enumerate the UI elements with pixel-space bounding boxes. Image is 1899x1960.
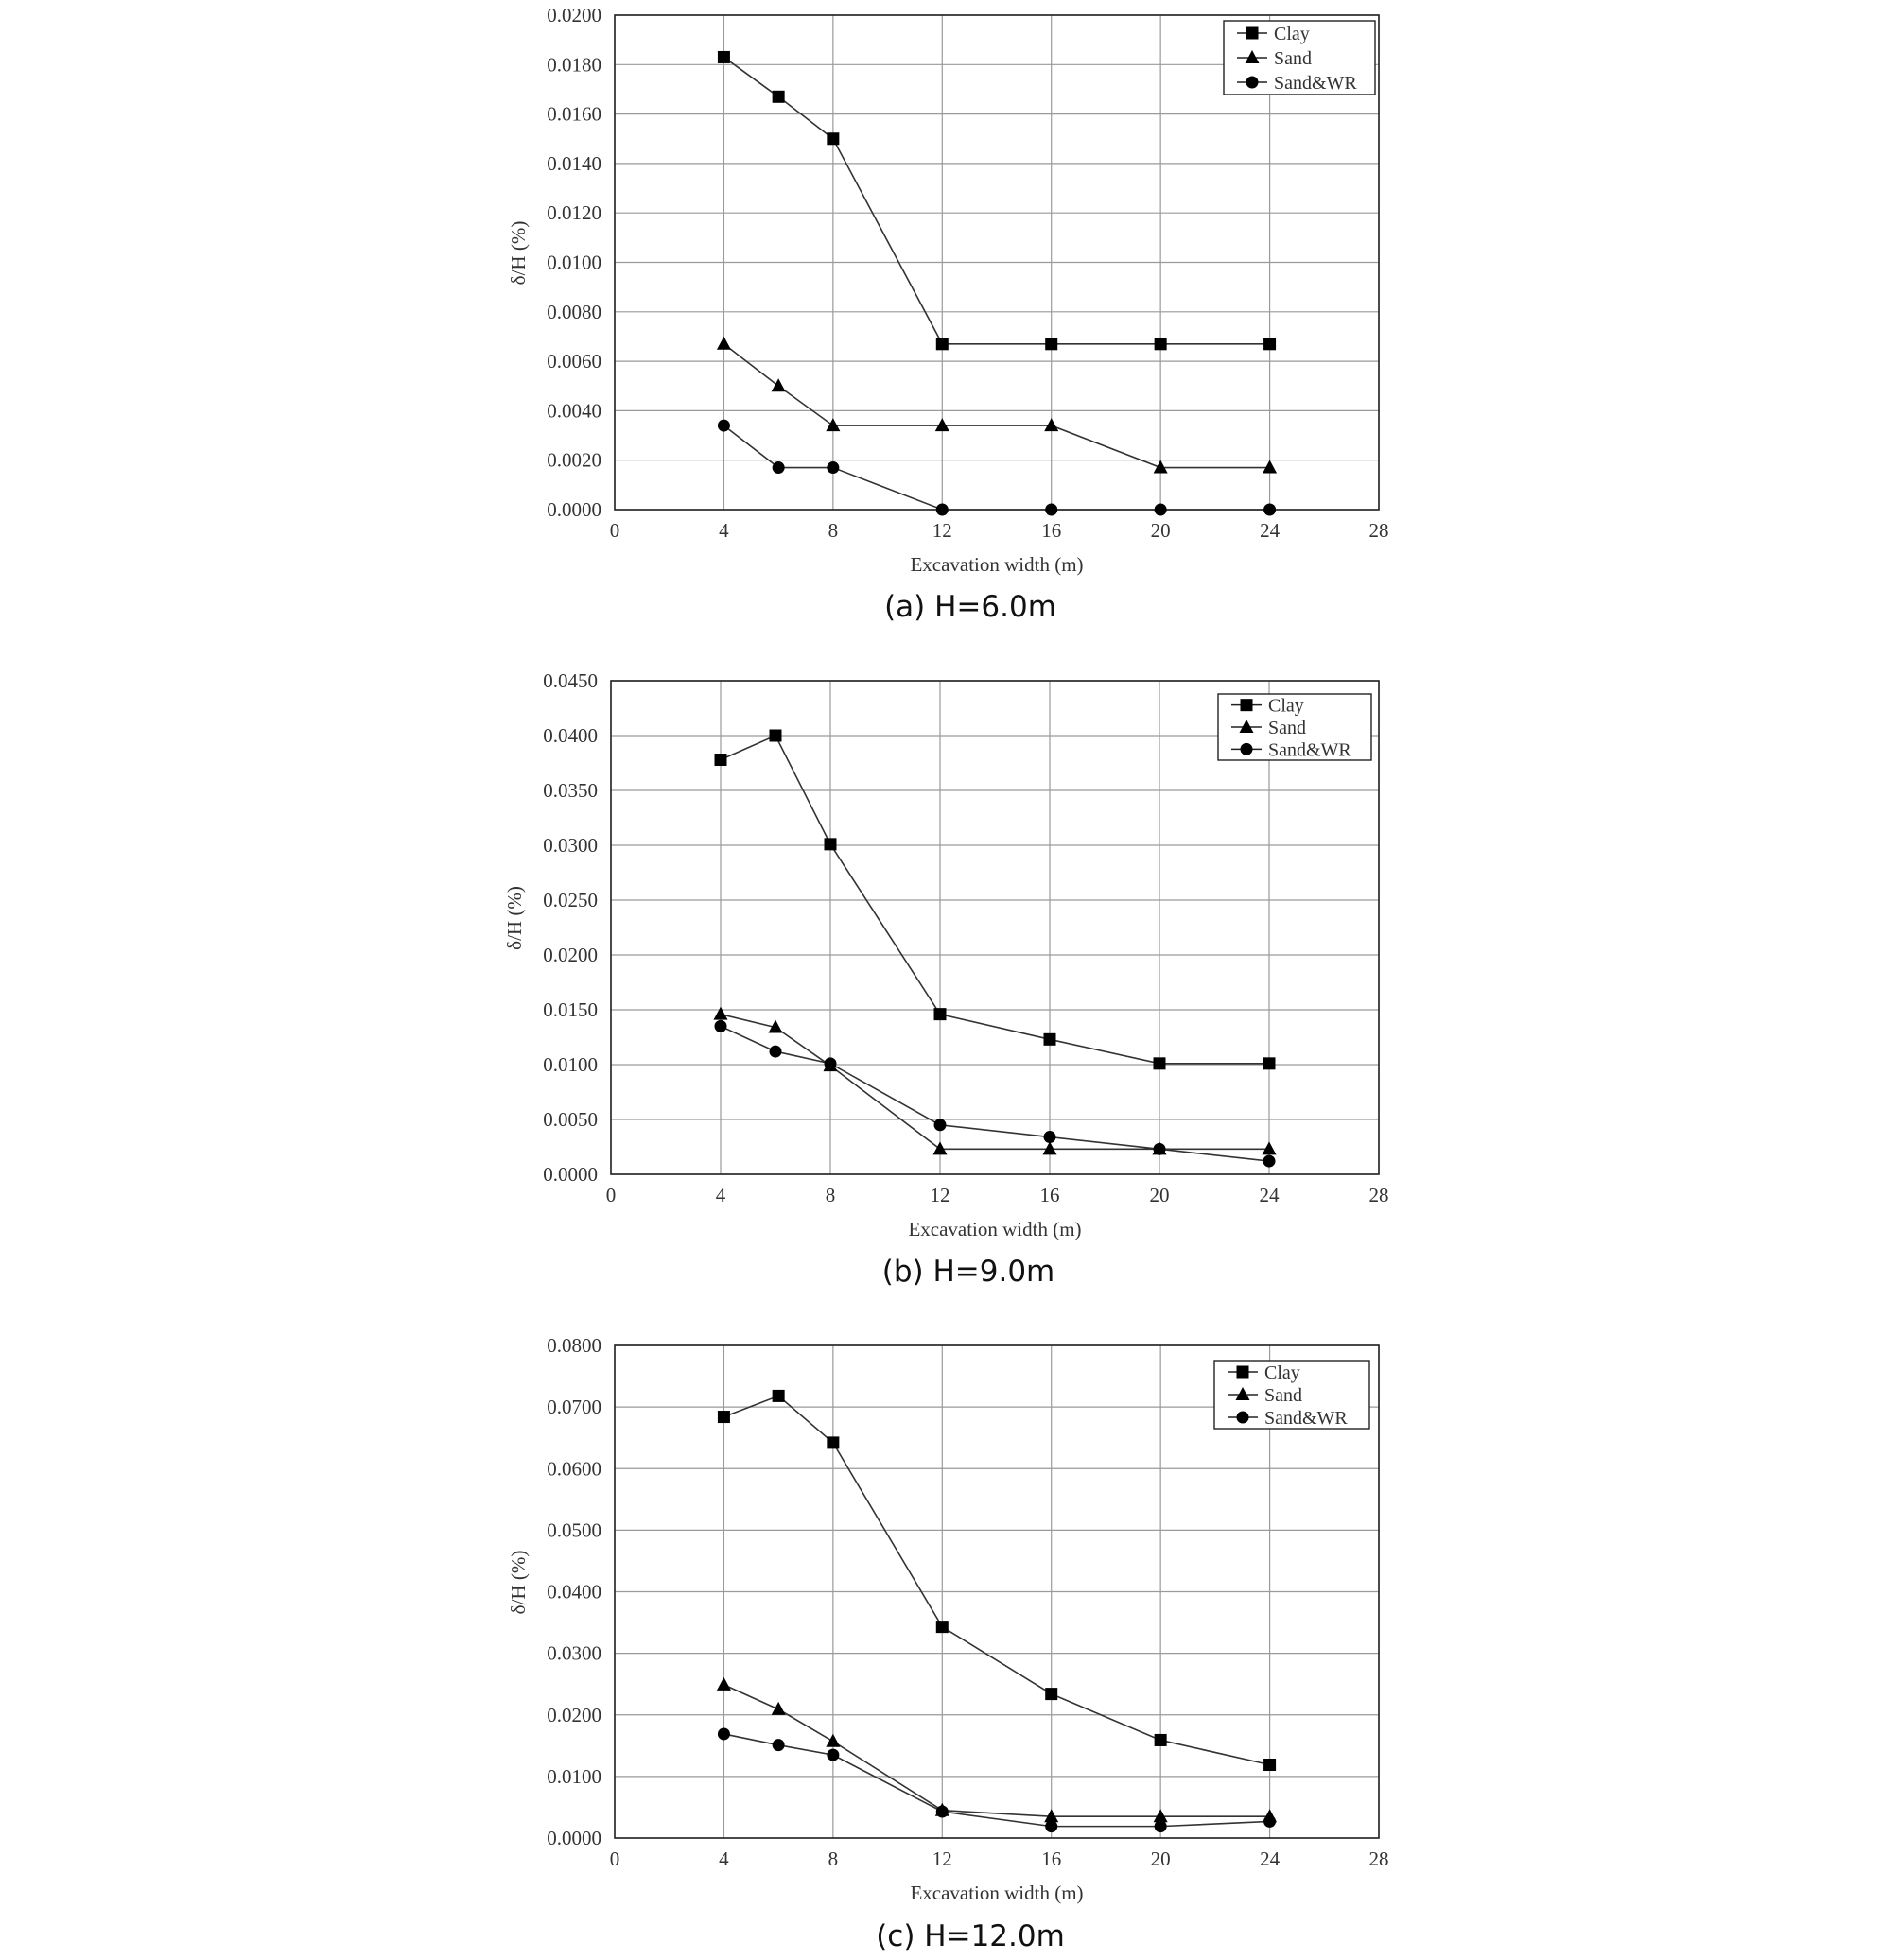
data-point-sand-wr	[1045, 504, 1057, 516]
x-tick-label: 16	[1041, 519, 1062, 542]
data-point-sand-wr	[718, 1727, 730, 1740]
x-tick-label: 0	[609, 519, 620, 542]
series-line-clay	[723, 1396, 1269, 1764]
data-point-sand-wr	[1263, 1815, 1276, 1828]
series-line-sand-wr	[723, 1734, 1269, 1827]
legend-marker	[1237, 1366, 1249, 1379]
data-point-clay	[770, 730, 782, 742]
y-tick-label: 0.0080	[547, 300, 601, 323]
x-axis-label: Excavation width (m)	[908, 1218, 1082, 1240]
data-point-sand-wr	[827, 461, 839, 474]
y-axis-label: δ/H (%)	[507, 220, 530, 286]
y-tick-label: 0.0060	[547, 350, 601, 373]
data-point-clay	[934, 1008, 947, 1020]
data-point-sand	[1154, 1809, 1168, 1822]
legend-marker	[1237, 1412, 1249, 1424]
x-tick-label: 16	[1041, 1847, 1062, 1870]
y-tick-label: 0.0450	[543, 669, 598, 692]
data-point-sand-wr	[825, 1057, 837, 1069]
x-tick-label: 8	[828, 519, 839, 542]
data-point-sand-wr	[1155, 504, 1167, 516]
legend-label: Sand&WR	[1268, 739, 1351, 761]
legend-label: Sand	[1274, 48, 1312, 69]
legend-label: Sand	[1268, 718, 1306, 738]
x-tick-label: 24	[1259, 1184, 1280, 1206]
y-tick-label: 0.0400	[543, 724, 598, 747]
legend	[1214, 1361, 1369, 1429]
data-point-sand-wr	[934, 1119, 947, 1131]
series-line-sand	[723, 344, 1269, 468]
x-tick-label: 0	[609, 1847, 620, 1870]
data-point-clay	[718, 1411, 730, 1423]
y-tick-label: 0.0200	[543, 944, 598, 966]
x-tick-label: 24	[1260, 519, 1281, 542]
data-point-sand	[1044, 418, 1058, 431]
data-point-sand-wr	[773, 461, 785, 474]
data-point-sand-wr	[1263, 504, 1276, 516]
x-axis-label: Excavation width (m)	[910, 553, 1084, 576]
legend-label: Sand&WR	[1264, 1408, 1348, 1429]
y-tick-label: 0.0000	[543, 1163, 598, 1186]
y-tick-label: 0.0800	[547, 1334, 601, 1357]
x-tick-label: 12	[930, 1184, 950, 1206]
y-tick-label: 0.0100	[547, 1764, 601, 1788]
y-axis-label: δ/H (%)	[507, 1550, 530, 1615]
data-point-sand-wr	[936, 1805, 949, 1817]
data-point-sand-wr	[718, 420, 730, 432]
data-point-sand	[826, 418, 840, 431]
figure-caption: (b) H=9.0m	[881, 1255, 1055, 1289]
chart-2	[503, 669, 1389, 1240]
data-point-sand-wr	[770, 1046, 782, 1058]
x-tick-label: 4	[719, 519, 729, 542]
x-tick-label: 8	[825, 1184, 836, 1206]
y-tick-label: 0.0000	[547, 498, 601, 521]
y-tick-label: 0.0140	[547, 151, 601, 175]
x-axis-label: Excavation width (m)	[910, 1882, 1084, 1904]
y-tick-label: 0.0100	[547, 251, 601, 274]
data-point-clay	[1263, 338, 1276, 350]
y-tick-label: 0.0150	[543, 998, 598, 1021]
series-line-sand	[721, 1015, 1269, 1150]
data-point-sand-wr	[1154, 1143, 1166, 1155]
data-point-clay	[1154, 1057, 1166, 1069]
data-point-sand-wr	[936, 504, 949, 516]
legend	[1224, 21, 1375, 95]
chart-1	[507, 4, 1389, 576]
x-tick-label: 28	[1368, 1847, 1389, 1870]
legend-label: Clay	[1264, 1362, 1300, 1383]
data-point-sand-wr	[715, 1020, 727, 1032]
figure-caption: (c) H=12.0m	[876, 1919, 1065, 1953]
data-point-clay	[827, 1436, 839, 1448]
data-point-sand	[1154, 460, 1168, 474]
data-point-sand	[717, 1677, 731, 1691]
data-point-sand	[1263, 1141, 1277, 1154]
chart-3	[507, 1334, 1389, 1904]
data-point-clay	[1045, 338, 1057, 350]
y-tick-label: 0.0250	[543, 889, 598, 911]
data-point-clay	[1155, 338, 1167, 350]
series-line-clay	[723, 57, 1269, 343]
data-point-clay	[1045, 1688, 1057, 1700]
data-point-sand	[717, 337, 731, 350]
legend-marker	[1241, 743, 1253, 755]
legend-label: Sand	[1264, 1385, 1302, 1406]
data-point-sand	[772, 378, 786, 391]
y-tick-label: 0.0180	[547, 53, 601, 77]
data-point-sand-wr	[1155, 1820, 1167, 1832]
x-tick-label: 12	[932, 1847, 952, 1870]
x-tick-label: 20	[1150, 519, 1171, 542]
x-tick-label: 4	[719, 1847, 729, 1870]
data-point-clay	[1155, 1734, 1167, 1746]
data-point-sand	[933, 1141, 948, 1154]
x-tick-label: 0	[605, 1184, 617, 1206]
y-tick-label: 0.0600	[547, 1457, 601, 1481]
y-tick-label: 0.0100	[543, 1053, 598, 1076]
data-point-sand	[772, 1702, 786, 1715]
y-tick-label: 0.0500	[547, 1518, 601, 1542]
y-tick-label: 0.0200	[547, 1703, 601, 1726]
y-tick-label: 0.0300	[547, 1641, 601, 1665]
data-point-clay	[773, 1390, 785, 1402]
y-tick-label: 0.0020	[547, 448, 601, 472]
legend-marker	[1241, 699, 1253, 711]
data-point-clay	[718, 51, 730, 63]
data-point-sand-wr	[1045, 1820, 1057, 1832]
y-tick-label: 0.0050	[543, 1108, 598, 1131]
data-point-sand-wr	[1263, 1155, 1276, 1168]
x-tick-label: 24	[1260, 1847, 1281, 1870]
data-point-clay	[1044, 1033, 1056, 1046]
legend	[1218, 694, 1371, 760]
y-tick-label: 0.0300	[543, 834, 598, 857]
data-point-sand-wr	[827, 1749, 839, 1761]
data-point-clay	[1263, 1759, 1276, 1771]
data-point-sand-wr	[773, 1739, 785, 1751]
legend-label: Clay	[1274, 24, 1310, 44]
data-point-clay	[936, 1621, 949, 1633]
legend-label: Sand&WR	[1274, 73, 1357, 94]
x-tick-label: 16	[1039, 1184, 1060, 1206]
data-point-sand-wr	[1044, 1131, 1056, 1143]
data-point-sand	[826, 1734, 840, 1747]
y-tick-label: 0.0200	[547, 4, 601, 26]
x-tick-label: 28	[1368, 1184, 1389, 1206]
data-point-sand	[1043, 1141, 1057, 1154]
x-tick-label: 4	[715, 1184, 726, 1206]
legend-label: Clay	[1268, 695, 1304, 717]
legend-marker	[1246, 27, 1259, 40]
data-point-clay	[1263, 1057, 1276, 1069]
data-point-clay	[825, 838, 837, 850]
data-point-clay	[715, 754, 727, 766]
data-point-sand	[1263, 460, 1277, 474]
y-tick-label: 0.0160	[547, 102, 601, 126]
y-tick-label: 0.0120	[547, 201, 601, 225]
legend-marker	[1246, 77, 1259, 89]
y-tick-label: 0.0040	[547, 399, 601, 423]
x-tick-label: 8	[828, 1847, 839, 1870]
data-point-clay	[827, 132, 839, 145]
y-tick-label: 0.0000	[547, 1827, 601, 1849]
x-tick-label: 20	[1150, 1847, 1171, 1870]
y-axis-label: δ/H (%)	[503, 886, 526, 950]
data-point-sand	[714, 1007, 728, 1020]
x-tick-label: 20	[1149, 1184, 1170, 1206]
y-tick-label: 0.0700	[547, 1396, 601, 1419]
x-tick-label: 28	[1368, 519, 1389, 542]
data-point-sand	[935, 418, 950, 431]
y-tick-label: 0.0400	[547, 1580, 601, 1604]
figure-caption: (a) H=6.0m	[884, 590, 1056, 624]
data-point-clay	[936, 338, 949, 350]
y-tick-label: 0.0350	[543, 779, 598, 802]
data-point-clay	[773, 91, 785, 103]
x-tick-label: 12	[932, 519, 952, 542]
